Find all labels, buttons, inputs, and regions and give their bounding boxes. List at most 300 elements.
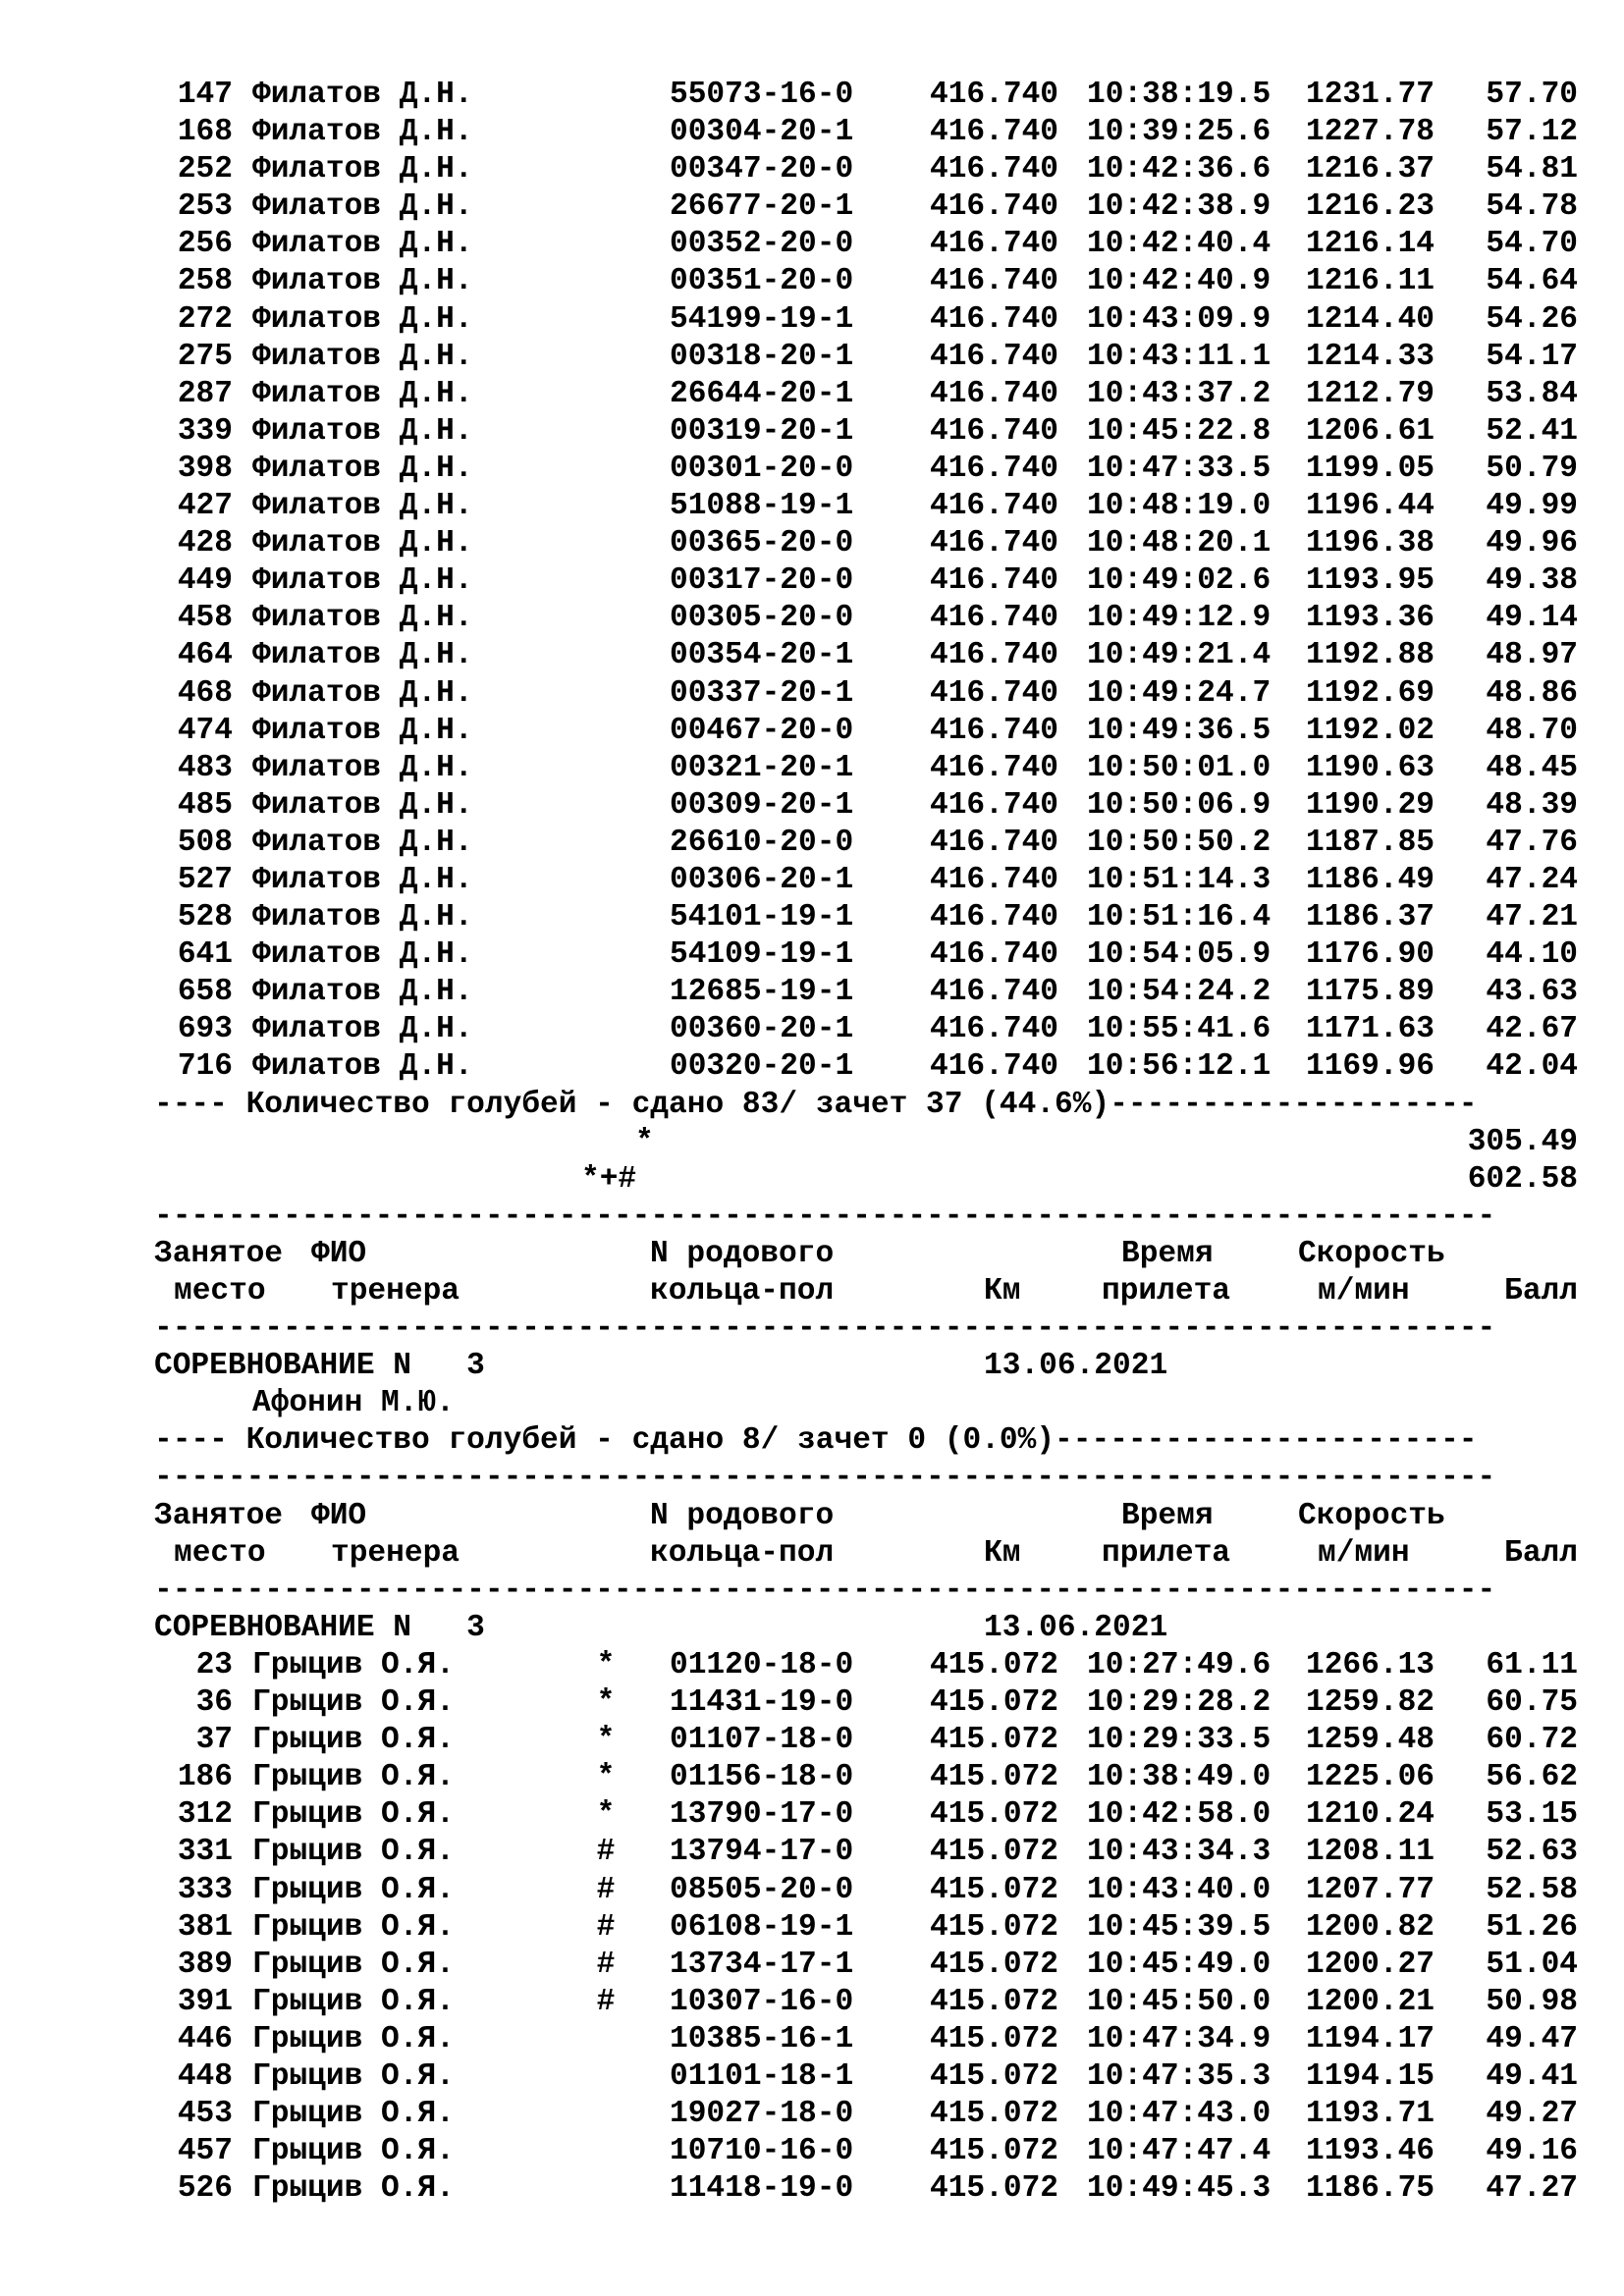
header-score-2: Балл xyxy=(1504,1535,1578,1571)
table-row xyxy=(154,1909,1578,1947)
cell-place: 427 xyxy=(177,489,233,524)
cell-speed: 1259.48 xyxy=(1306,1723,1435,1758)
header-speed-1: Скорость xyxy=(1298,1498,1445,1533)
cell-speed: 1207.77 xyxy=(1306,1872,1435,1907)
table-row xyxy=(154,2133,1578,2170)
cell-place: 398 xyxy=(177,451,233,486)
cell-score: 48.97 xyxy=(1486,638,1578,673)
cell-name: Филатов Д.Н. xyxy=(252,787,473,823)
cell-score: 50.98 xyxy=(1486,1984,1578,2019)
cell-place: 272 xyxy=(177,301,233,337)
cell-score: 47.27 xyxy=(1486,2171,1578,2207)
cell-name: Грыцив О.Я. xyxy=(252,1835,455,1870)
cell-ring: 08505-20-0 xyxy=(670,1872,854,1907)
table-row xyxy=(154,1011,1578,1048)
cell-ring: 00305-20-0 xyxy=(670,601,854,636)
total-star-label: * xyxy=(635,1124,654,1159)
cell-speed: 1196.38 xyxy=(1306,526,1435,561)
results-block-grytsyv xyxy=(154,1647,1578,2208)
table-row xyxy=(154,2021,1578,2058)
cell-km: 416.740 xyxy=(930,339,1059,374)
cell-km: 416.740 xyxy=(930,227,1059,262)
cell-ring: 00360-20-1 xyxy=(670,1012,854,1047)
cell-speed: 1194.15 xyxy=(1306,2058,1435,2094)
cell-name: Филатов Д.Н. xyxy=(252,1012,473,1047)
divider xyxy=(154,1573,1578,1610)
cell-time: 10:43:40.0 xyxy=(1087,1872,1272,1907)
cell-name: Филатов Д.Н. xyxy=(252,713,473,748)
cell-name: Филатов Д.Н. xyxy=(252,264,473,299)
divider-text: ------------------------------------------------------------------------- xyxy=(154,1311,1496,1347)
cell-km: 416.740 xyxy=(930,675,1059,711)
cell-place: 339 xyxy=(177,413,233,449)
cell-place: 331 xyxy=(177,1835,233,1870)
cell-speed: 1176.90 xyxy=(1306,937,1435,973)
header-fio-2: тренера xyxy=(331,1274,460,1308)
cell-km: 416.740 xyxy=(930,975,1059,1010)
table-row xyxy=(154,562,1578,600)
divider-text: ------------------------------------------------------------------------- xyxy=(154,1199,1496,1234)
cell-time: 10:38:19.5 xyxy=(1087,78,1272,112)
cell-score: 54.78 xyxy=(1486,189,1578,225)
cell-name: Грыцив О.Я. xyxy=(252,1647,455,1682)
cell-km: 415.072 xyxy=(930,1647,1059,1682)
header-time-1: Время xyxy=(1121,1236,1214,1271)
trainer-name: Афонин М.Ю. xyxy=(252,1386,455,1421)
cell-name: Филатов Д.Н. xyxy=(252,339,473,374)
cell-place: 485 xyxy=(177,787,233,823)
table-row xyxy=(154,1834,1578,1871)
cell-time: 10:50:06.9 xyxy=(1087,787,1272,823)
table-row xyxy=(154,77,1578,114)
cell-score: 57.70 xyxy=(1486,78,1578,112)
cell-km: 416.740 xyxy=(930,1012,1059,1047)
cell-ring: 55073-16-0 xyxy=(670,78,854,112)
cell-ring: 01156-18-0 xyxy=(670,1760,854,1795)
cell-km: 416.740 xyxy=(930,713,1059,748)
cell-ring: 00318-20-1 xyxy=(670,339,854,374)
cell-ring: 19027-18-0 xyxy=(670,2097,854,2132)
cell-km: 415.072 xyxy=(930,2171,1059,2207)
competition-title-line xyxy=(154,1610,1578,1647)
cell-km: 416.740 xyxy=(930,115,1059,150)
cell-km: 416.740 xyxy=(930,301,1059,337)
cell-km: 416.740 xyxy=(930,787,1059,823)
cell-ring: 54199-19-1 xyxy=(670,301,854,337)
table-row xyxy=(154,151,1578,188)
cell-time: 10:27:49.6 xyxy=(1087,1647,1272,1682)
cell-ring: 00317-20-0 xyxy=(670,563,854,599)
cell-speed: 1196.44 xyxy=(1306,489,1435,524)
cell-speed: 1231.77 xyxy=(1306,78,1435,112)
cell-time: 10:56:12.1 xyxy=(1087,1049,1272,1085)
cell-km: 416.740 xyxy=(930,526,1059,561)
cell-ring: 13734-17-1 xyxy=(670,1947,854,1982)
table-row xyxy=(154,1759,1578,1796)
cell-time: 10:50:01.0 xyxy=(1087,750,1272,785)
cell-km: 416.740 xyxy=(930,862,1059,897)
cell-km: 416.740 xyxy=(930,78,1059,112)
header-fio-1: ФИО xyxy=(311,1498,367,1533)
cell-score: 53.15 xyxy=(1486,1797,1578,1833)
table-row xyxy=(154,787,1578,825)
header-ring-2: кольца-пол xyxy=(650,1274,835,1308)
cell-ring: 00351-20-0 xyxy=(670,264,854,299)
cell-time: 10:47:34.9 xyxy=(1087,2021,1272,2056)
cell-place: 658 xyxy=(177,975,233,1010)
cell-ring: 10307-16-0 xyxy=(670,1984,854,2019)
divider-text: ------------------------------------------------------------------------- xyxy=(154,1573,1496,1608)
cell-km: 416.740 xyxy=(930,451,1059,486)
cell-ring: 00365-20-0 xyxy=(670,526,854,561)
competition-date: 13.06.2021 xyxy=(984,1349,1168,1384)
table-row xyxy=(154,675,1578,713)
cell-km: 415.072 xyxy=(930,1835,1059,1870)
summary-line xyxy=(154,1087,1578,1124)
cell-name: Грыцив О.Я. xyxy=(252,1947,455,1982)
cell-time: 10:43:37.2 xyxy=(1087,376,1272,411)
table-row xyxy=(154,1684,1578,1722)
cell-score: 57.12 xyxy=(1486,115,1578,150)
cell-place: 448 xyxy=(177,2058,233,2094)
cell-place: 458 xyxy=(177,601,233,636)
cell-ring: 10710-16-0 xyxy=(670,2134,854,2169)
table-row xyxy=(154,936,1578,974)
cell-name: Филатов Д.Н. xyxy=(252,937,473,973)
cell-km: 416.740 xyxy=(930,413,1059,449)
cell-place: 333 xyxy=(177,1872,233,1907)
header-place-1: Занятое xyxy=(154,1498,284,1533)
cell-ring: 01101-18-1 xyxy=(670,2058,854,2094)
cell-name: Грыцив О.Я. xyxy=(252,1760,455,1795)
cell-ring: 00354-20-1 xyxy=(670,638,854,673)
cell-time: 10:51:14.3 xyxy=(1087,862,1272,897)
header-km-2: Км xyxy=(984,1274,1021,1308)
cell-ring: 54109-19-1 xyxy=(670,937,854,973)
cell-score: 52.58 xyxy=(1486,1872,1578,1907)
header-place-2: место xyxy=(174,1274,266,1308)
cell-name: Филатов Д.Н. xyxy=(252,638,473,673)
table-row xyxy=(154,188,1578,226)
cell-time: 10:42:58.0 xyxy=(1087,1797,1272,1833)
cell-ring: 00309-20-1 xyxy=(670,787,854,823)
cell-score: 47.21 xyxy=(1486,900,1578,935)
results-sheet xyxy=(154,77,1578,2208)
cell-ring: 26677-20-1 xyxy=(670,189,854,225)
cell-name: Грыцив О.Я. xyxy=(252,2171,455,2207)
cell-name: Филатов Д.Н. xyxy=(252,975,473,1010)
table-row xyxy=(154,301,1578,339)
table-row xyxy=(154,1647,1578,1684)
cell-time: 10:29:33.5 xyxy=(1087,1723,1272,1758)
cell-place: 168 xyxy=(177,115,233,150)
cell-ring: 00337-20-1 xyxy=(670,675,854,711)
table-row xyxy=(154,1796,1578,1834)
header-fio-2: тренера xyxy=(331,1535,460,1571)
cell-ring: 51088-19-1 xyxy=(670,489,854,524)
table-row xyxy=(154,825,1578,862)
cell-km: 416.740 xyxy=(930,264,1059,299)
cell-place: 428 xyxy=(177,526,233,561)
cell-score: 49.47 xyxy=(1486,2021,1578,2056)
cell-score: 49.41 xyxy=(1486,2058,1578,2094)
cell-name: Филатов Д.Н. xyxy=(252,750,473,785)
competition-title-line xyxy=(154,1348,1578,1385)
cell-score: 49.38 xyxy=(1486,563,1578,599)
cell-mark: # xyxy=(596,1835,616,1870)
cell-time: 10:49:21.4 xyxy=(1087,638,1272,673)
header-km-2: Км xyxy=(984,1535,1021,1571)
cell-score: 54.26 xyxy=(1486,301,1578,337)
divider xyxy=(154,1460,1578,1497)
table-row xyxy=(154,263,1578,300)
cell-name: Грыцив О.Я. xyxy=(252,1909,455,1945)
cell-time: 10:43:11.1 xyxy=(1087,339,1272,374)
summary-text: ---- Количество голубей - сдано 83/ зачет 37 (44.6%)-------------------- xyxy=(154,1087,1478,1122)
cell-score: 54.17 xyxy=(1486,339,1578,374)
cell-score: 54.70 xyxy=(1486,227,1578,262)
cell-km: 415.072 xyxy=(930,2021,1059,2056)
cell-km: 415.072 xyxy=(930,2097,1059,2132)
header-ring-2: кольца-пол xyxy=(650,1535,835,1571)
cell-ring: 00320-20-1 xyxy=(670,1049,854,1085)
table-row xyxy=(154,974,1578,1011)
cell-place: 526 xyxy=(177,2171,233,2207)
cell-km: 416.740 xyxy=(930,638,1059,673)
cell-ring: 54101-19-1 xyxy=(670,900,854,935)
column-header-row-1 xyxy=(154,1498,1578,1535)
cell-time: 10:55:41.6 xyxy=(1087,1012,1272,1047)
cell-ring: 26610-20-0 xyxy=(670,825,854,860)
cell-name: Филатов Д.Н. xyxy=(252,413,473,449)
table-row xyxy=(154,226,1578,263)
cell-name: Филатов Д.Н. xyxy=(252,526,473,561)
cell-score: 49.16 xyxy=(1486,2134,1578,2169)
cell-score: 51.26 xyxy=(1486,1909,1578,1945)
cell-mark: * xyxy=(596,1797,616,1833)
cell-speed: 1200.27 xyxy=(1306,1947,1435,1982)
cell-time: 10:54:05.9 xyxy=(1087,937,1272,973)
cell-time: 10:47:47.4 xyxy=(1087,2134,1272,2169)
summary-line xyxy=(154,1422,1578,1460)
cell-mark: # xyxy=(596,1909,616,1945)
header-score-2: Балл xyxy=(1504,1274,1578,1308)
cell-time: 10:47:33.5 xyxy=(1087,451,1272,486)
cell-speed: 1193.71 xyxy=(1306,2097,1435,2132)
cell-time: 10:51:16.4 xyxy=(1087,900,1272,935)
table-row xyxy=(154,1947,1578,1984)
cell-ring: 10385-16-1 xyxy=(670,2021,854,2056)
cell-name: Грыцив О.Я. xyxy=(252,2134,455,2169)
cell-speed: 1192.69 xyxy=(1306,675,1435,711)
cell-speed: 1216.14 xyxy=(1306,227,1435,262)
cell-mark: * xyxy=(596,1723,616,1758)
table-row xyxy=(154,2096,1578,2133)
cell-speed: 1190.63 xyxy=(1306,750,1435,785)
cell-place: 641 xyxy=(177,937,233,973)
cell-name: Филатов Д.Н. xyxy=(252,1049,473,1085)
cell-time: 10:39:25.6 xyxy=(1087,115,1272,150)
cell-speed: 1208.11 xyxy=(1306,1835,1435,1870)
cell-score: 48.45 xyxy=(1486,750,1578,785)
results-block-filatov xyxy=(154,77,1578,1087)
cell-place: 693 xyxy=(177,1012,233,1047)
cell-mark: * xyxy=(596,1647,616,1682)
cell-score: 52.63 xyxy=(1486,1835,1578,1870)
cell-speed: 1216.11 xyxy=(1306,264,1435,299)
cell-time: 10:49:45.3 xyxy=(1087,2171,1272,2207)
cell-ring: 06108-19-1 xyxy=(670,1909,854,1945)
cell-place: 23 xyxy=(195,1647,233,1682)
cell-speed: 1266.13 xyxy=(1306,1647,1435,1682)
total-star-line xyxy=(154,1124,1578,1161)
cell-score: 49.99 xyxy=(1486,489,1578,524)
cell-km: 416.740 xyxy=(930,601,1059,636)
cell-ring: 26644-20-1 xyxy=(670,376,854,411)
cell-km: 416.740 xyxy=(930,152,1059,187)
summary-text: ---- Количество голубей - сдано 8/ зачет 0 (0.0%)----------------------- xyxy=(154,1423,1478,1459)
cell-time: 10:45:39.5 xyxy=(1087,1909,1272,1945)
cell-score: 50.79 xyxy=(1486,451,1578,486)
cell-km: 415.072 xyxy=(930,1685,1059,1721)
cell-time: 10:49:12.9 xyxy=(1087,601,1272,636)
cell-km: 416.740 xyxy=(930,1049,1059,1085)
cell-km: 416.740 xyxy=(930,489,1059,524)
cell-km: 416.740 xyxy=(930,750,1059,785)
cell-place: 312 xyxy=(177,1797,233,1833)
header-speed-2: м/мин xyxy=(1318,1535,1410,1571)
cell-speed: 1186.37 xyxy=(1306,900,1435,935)
cell-km: 416.740 xyxy=(930,563,1059,599)
cell-place: 528 xyxy=(177,900,233,935)
table-row xyxy=(154,862,1578,899)
header-ring-1: N родового xyxy=(650,1236,835,1271)
cell-name: Филатов Д.Н. xyxy=(252,563,473,599)
cell-speed: 1169.96 xyxy=(1306,1049,1435,1085)
cell-score: 48.86 xyxy=(1486,675,1578,711)
cell-speed: 1175.89 xyxy=(1306,975,1435,1010)
cell-time: 10:43:09.9 xyxy=(1087,301,1272,337)
cell-time: 10:49:02.6 xyxy=(1087,563,1272,599)
column-header-row-2 xyxy=(154,1535,1578,1573)
cell-place: 446 xyxy=(177,2021,233,2056)
table-row xyxy=(154,1048,1578,1086)
cell-speed: 1214.33 xyxy=(1306,339,1435,374)
cell-place: 36 xyxy=(195,1685,233,1721)
competition-title: СОРЕВНОВАНИЕ N 3 xyxy=(154,1610,485,1645)
competition-date: 13.06.2021 xyxy=(984,1610,1168,1645)
cell-name: Грыцив О.Я. xyxy=(252,2058,455,2094)
cell-score: 44.10 xyxy=(1486,937,1578,973)
cell-ring: 00304-20-1 xyxy=(670,115,854,150)
cell-name: Филатов Д.Н. xyxy=(252,862,473,897)
cell-name: Филатов Д.Н. xyxy=(252,78,473,112)
cell-place: 464 xyxy=(177,638,233,673)
header-ring-1: N родового xyxy=(650,1498,835,1533)
table-row xyxy=(154,413,1578,451)
table-row xyxy=(154,1872,1578,1909)
cell-score: 54.81 xyxy=(1486,152,1578,187)
cell-score: 49.27 xyxy=(1486,2097,1578,2132)
table-row xyxy=(154,2170,1578,2208)
table-row xyxy=(154,488,1578,525)
cell-name: Грыцив О.Я. xyxy=(252,1685,455,1721)
cell-score: 49.96 xyxy=(1486,526,1578,561)
cell-km: 416.740 xyxy=(930,937,1059,973)
cell-ring: 00347-20-0 xyxy=(670,152,854,187)
cell-speed: 1194.17 xyxy=(1306,2021,1435,2056)
cell-km: 415.072 xyxy=(930,2058,1059,2094)
cell-name: Филатов Д.Н. xyxy=(252,601,473,636)
cell-km: 416.740 xyxy=(930,376,1059,411)
cell-time: 10:50:50.2 xyxy=(1087,825,1272,860)
cell-speed: 1212.79 xyxy=(1306,376,1435,411)
table-row xyxy=(154,451,1578,488)
cell-score: 47.76 xyxy=(1486,825,1578,860)
cell-score: 60.72 xyxy=(1486,1723,1578,1758)
cell-score: 48.39 xyxy=(1486,787,1578,823)
cell-time: 10:42:40.4 xyxy=(1087,227,1272,262)
cell-place: 391 xyxy=(177,1984,233,2019)
competition-title: СОРЕВНОВАНИЕ N 3 xyxy=(154,1349,485,1384)
cell-time: 10:45:22.8 xyxy=(1087,413,1272,449)
cell-time: 10:48:19.0 xyxy=(1087,489,1272,524)
cell-name: Грыцив О.Я. xyxy=(252,1797,455,1833)
cell-mark: # xyxy=(596,1984,616,2019)
cell-place: 457 xyxy=(177,2134,233,2169)
cell-km: 415.072 xyxy=(930,1760,1059,1795)
cell-mark: # xyxy=(596,1872,616,1907)
cell-mark: * xyxy=(596,1760,616,1795)
cell-speed: 1193.46 xyxy=(1306,2134,1435,2169)
cell-km: 415.072 xyxy=(930,1984,1059,2019)
cell-ring: 00301-20-0 xyxy=(670,451,854,486)
cell-place: 258 xyxy=(177,264,233,299)
cell-speed: 1186.49 xyxy=(1306,862,1435,897)
cell-speed: 1216.37 xyxy=(1306,152,1435,187)
divider xyxy=(154,1199,1578,1236)
cell-place: 716 xyxy=(177,1049,233,1085)
cell-time: 10:42:38.9 xyxy=(1087,189,1272,225)
cell-speed: 1227.78 xyxy=(1306,115,1435,150)
cell-score: 54.64 xyxy=(1486,264,1578,299)
header-time-1: Время xyxy=(1121,1498,1214,1533)
table-row xyxy=(154,114,1578,151)
cell-name: Грыцив О.Я. xyxy=(252,1723,455,1758)
cell-speed: 1259.82 xyxy=(1306,1685,1435,1721)
table-row xyxy=(154,339,1578,376)
cell-place: 252 xyxy=(177,152,233,187)
cell-speed: 1225.06 xyxy=(1306,1760,1435,1795)
cell-score: 61.11 xyxy=(1486,1647,1578,1682)
cell-mark: * xyxy=(596,1685,616,1721)
cell-km: 415.072 xyxy=(930,2134,1059,2169)
divider xyxy=(154,1310,1578,1348)
cell-name: Филатов Д.Н. xyxy=(252,152,473,187)
table-row xyxy=(154,713,1578,750)
cell-speed: 1206.61 xyxy=(1306,413,1435,449)
cell-place: 275 xyxy=(177,339,233,374)
cell-time: 10:48:20.1 xyxy=(1087,526,1272,561)
cell-place: 147 xyxy=(177,78,233,112)
cell-speed: 1192.88 xyxy=(1306,638,1435,673)
cell-ring: 13790-17-0 xyxy=(670,1797,854,1833)
header-fio-1: ФИО xyxy=(311,1236,367,1271)
cell-time: 10:42:40.9 xyxy=(1087,264,1272,299)
cell-ring: 00352-20-0 xyxy=(670,227,854,262)
cell-place: 253 xyxy=(177,189,233,225)
cell-name: Грыцив О.Я. xyxy=(252,1872,455,1907)
